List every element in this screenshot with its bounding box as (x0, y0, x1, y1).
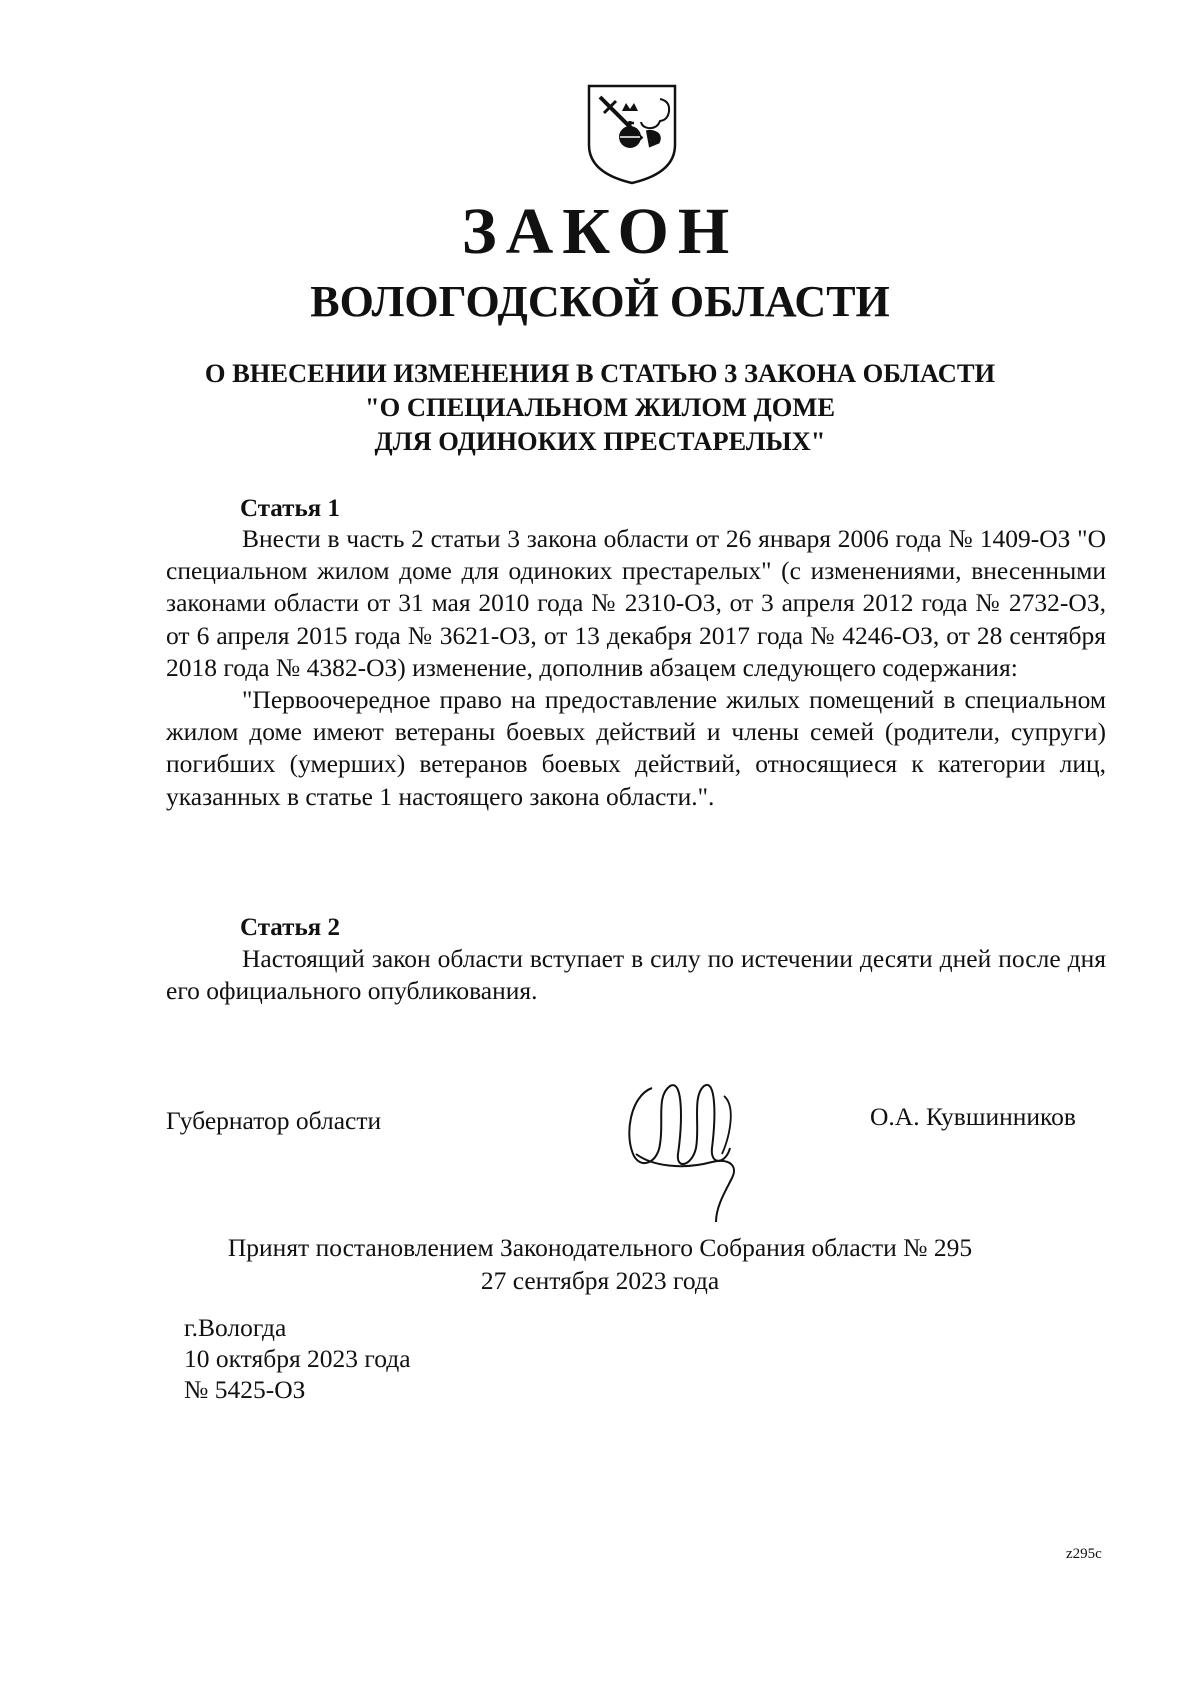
article-2-paragraph: Настоящий закон области вступает в силу по истечении десяти дней после дня его официального опубликования. (166, 944, 1106, 1006)
article-2-body (166, 943, 1106, 1007)
adoption-date: 27 сентября 2023 года (480, 1266, 720, 1295)
article-2-heading: Статья 2 (240, 914, 340, 941)
document-title: ЗАКОН (461, 195, 739, 268)
adoption-resolution: Принят постановлением Законодательного Собрания области № 295 (227, 1233, 973, 1262)
article-1-body (166, 523, 1106, 813)
document-subtitle: ВОЛОГОДСКОЙ ОБЛАСТИ (310, 277, 890, 326)
article-1-heading: Статья 1 (240, 495, 340, 522)
law-subject-line: "О СПЕЦИАЛЬНОМ ЖИЛОМ ДОМЕ (364, 392, 836, 422)
law-subject-line: О ВНЕСЕНИИ ИЗМЕНЕНИЯ В СТАТЬЮ 3 ЗАКОНА ОБЛАСТИ (204, 358, 996, 388)
governor-signature (612, 1066, 762, 1226)
vologda-coat-of-arms-icon (586, 83, 678, 186)
governor-name: О.А. Кувшинников (870, 1102, 1076, 1131)
article-1-paragraph: Внести в часть 2 статьи 3 закона области от 26 января 2006 года № 1409-ОЗ "О специальном жилом доме для одиноких престарелых" (с изменениями, внесенными законами области от 31 мая 2010 года № 2310-ОЗ, от 3 апреля 2012 года № 2732-ОЗ, от 6 апреля 2015 года № 3621-ОЗ, от 13 декабря 2017 года № 4246-ОЗ, от 28 сентября 2018 года № 4382-ОЗ) изменение, дополнив абзацем следующего содержания: (166, 524, 1106, 682)
law-number: № 5425-ОЗ (184, 1375, 306, 1404)
signing-date: 10 октября 2023 года (184, 1344, 411, 1373)
governor-position: Губернатор области (166, 1106, 382, 1135)
law-subject-line: ДЛЯ ОДИНОКИХ ПРЕСТАРЕЛЫХ" (374, 426, 826, 456)
signing-city: г.Вологда (184, 1313, 287, 1342)
law-subject (150, 356, 1050, 458)
document-code: z295c (1066, 1546, 1102, 1562)
article-1-quoted-paragraph: "Первоочередное право на предоставление жилых помещений в специальном жилом доме имеют ветераны боевых действий и члены семей (родители, супруги) погибших (умерших) ветеранов боевых действий, относящиеся к категории лиц, указанных в статье 1 настоящего закона области.". (166, 685, 1106, 811)
